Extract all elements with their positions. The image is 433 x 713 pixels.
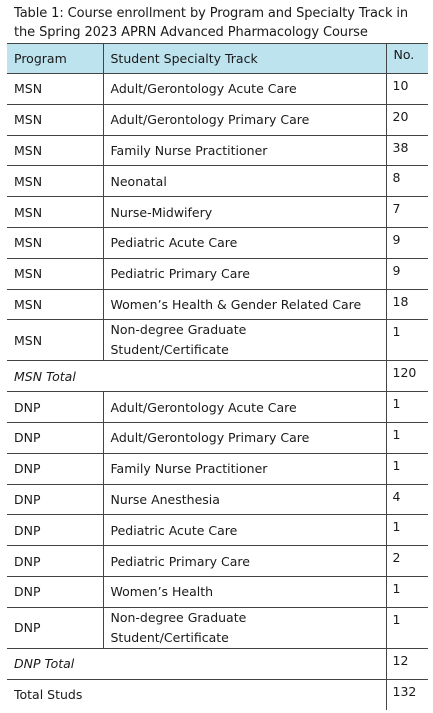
count-cell: 1 — [386, 453, 428, 484]
table-row — [7, 484, 428, 515]
track-line-1: Non-degree Graduate — [110, 322, 247, 338]
grand-total-count: 132 — [386, 679, 428, 710]
program-cell: DNP — [7, 422, 103, 453]
caption-line-1: Table 1: Course enrollment by Program and Specialty Track in — [14, 6, 409, 21]
msn-total-row — [7, 361, 428, 392]
table-row — [7, 135, 428, 166]
program-cell: DNP — [7, 392, 103, 423]
header-track: Student Specialty Track — [103, 44, 386, 74]
program-cell: MSN — [7, 135, 103, 166]
count-cell: 1 — [386, 576, 428, 607]
msn-total-count: 120 — [386, 361, 428, 392]
track-cell: Family Nurse Practitioner — [103, 135, 386, 166]
track-line-2: Student/Certificate — [110, 342, 229, 358]
track-cell — [103, 607, 386, 648]
count-cell: 1 — [386, 422, 428, 453]
track-cell: Nurse Anesthesia — [103, 484, 386, 515]
table-row — [7, 74, 428, 105]
grand-total-label: Total Studs — [7, 679, 386, 710]
count-cell: 8 — [386, 166, 428, 197]
program-cell: DNP — [7, 576, 103, 607]
track-cell: Women’s Health — [103, 576, 386, 607]
table-row — [7, 453, 428, 484]
table-row — [7, 104, 428, 135]
count-cell: 1 — [386, 607, 428, 648]
count-cell: 1 — [386, 515, 428, 546]
program-cell: DNP — [7, 453, 103, 484]
program-cell: DNP — [7, 515, 103, 546]
count-cell: 38 — [386, 135, 428, 166]
program-cell: DNP — [7, 546, 103, 577]
table-row — [7, 320, 428, 361]
track-cell: Adult/Gerontology Acute Care — [103, 74, 386, 105]
header-row — [7, 44, 428, 74]
msn-total-label: MSN Total — [7, 361, 386, 392]
dnp-total-row — [7, 648, 428, 679]
header-no: No. — [386, 44, 428, 74]
dnp-total-count: 12 — [386, 648, 428, 679]
table-row — [7, 227, 428, 258]
count-cell: 9 — [386, 227, 428, 258]
track-cell: Adult/Gerontology Primary Care — [103, 422, 386, 453]
count-cell: 2 — [386, 546, 428, 577]
table-row — [7, 258, 428, 289]
track-cell: Pediatric Primary Care — [103, 258, 386, 289]
count-cell: 7 — [386, 197, 428, 228]
count-cell: 4 — [386, 484, 428, 515]
enrollment-table — [7, 43, 428, 710]
track-line-2: Student/Certificate — [110, 629, 229, 645]
program-cell: DNP — [7, 484, 103, 515]
table-row — [7, 289, 428, 320]
track-line-1: Non-degree Graduate — [110, 609, 247, 625]
track-cell: Pediatric Acute Care — [103, 227, 386, 258]
program-cell: DNP — [7, 607, 103, 648]
table-row — [7, 576, 428, 607]
table-row — [7, 392, 428, 423]
table-row — [7, 546, 428, 577]
table-row — [7, 515, 428, 546]
count-cell: 1 — [386, 392, 428, 423]
program-cell: MSN — [7, 320, 103, 361]
track-cell: Family Nurse Practitioner — [103, 453, 386, 484]
program-cell: MSN — [7, 197, 103, 228]
program-cell: MSN — [7, 227, 103, 258]
count-cell: 9 — [386, 258, 428, 289]
count-cell: 1 — [386, 320, 428, 361]
count-cell: 20 — [386, 104, 428, 135]
table-row — [7, 607, 428, 648]
table-row — [7, 197, 428, 228]
table-row — [7, 422, 428, 453]
header-program: Program — [7, 44, 103, 74]
dnp-total-label: DNP Total — [7, 648, 386, 679]
program-cell: MSN — [7, 74, 103, 105]
track-cell: Adult/Gerontology Acute Care — [103, 392, 386, 423]
program-cell: MSN — [7, 104, 103, 135]
table-row — [7, 166, 428, 197]
track-cell: Pediatric Primary Care — [103, 546, 386, 577]
track-cell — [103, 320, 386, 361]
grand-total-row — [7, 679, 428, 710]
track-cell: Nurse-Midwifery — [103, 197, 386, 228]
track-cell: Women’s Health & Gender Related Care — [103, 289, 386, 320]
track-cell: Pediatric Acute Care — [103, 515, 386, 546]
program-cell: MSN — [7, 166, 103, 197]
program-cell: MSN — [7, 289, 103, 320]
track-cell: Adult/Gerontology Primary Care — [103, 104, 386, 135]
table-caption — [14, 4, 429, 42]
caption-line-2: the Spring 2023 APRN Advanced Pharmacology Course — [14, 25, 368, 40]
count-cell: 18 — [386, 289, 428, 320]
track-cell: Neonatal — [103, 166, 386, 197]
count-cell: 10 — [386, 74, 428, 105]
program-cell: MSN — [7, 258, 103, 289]
